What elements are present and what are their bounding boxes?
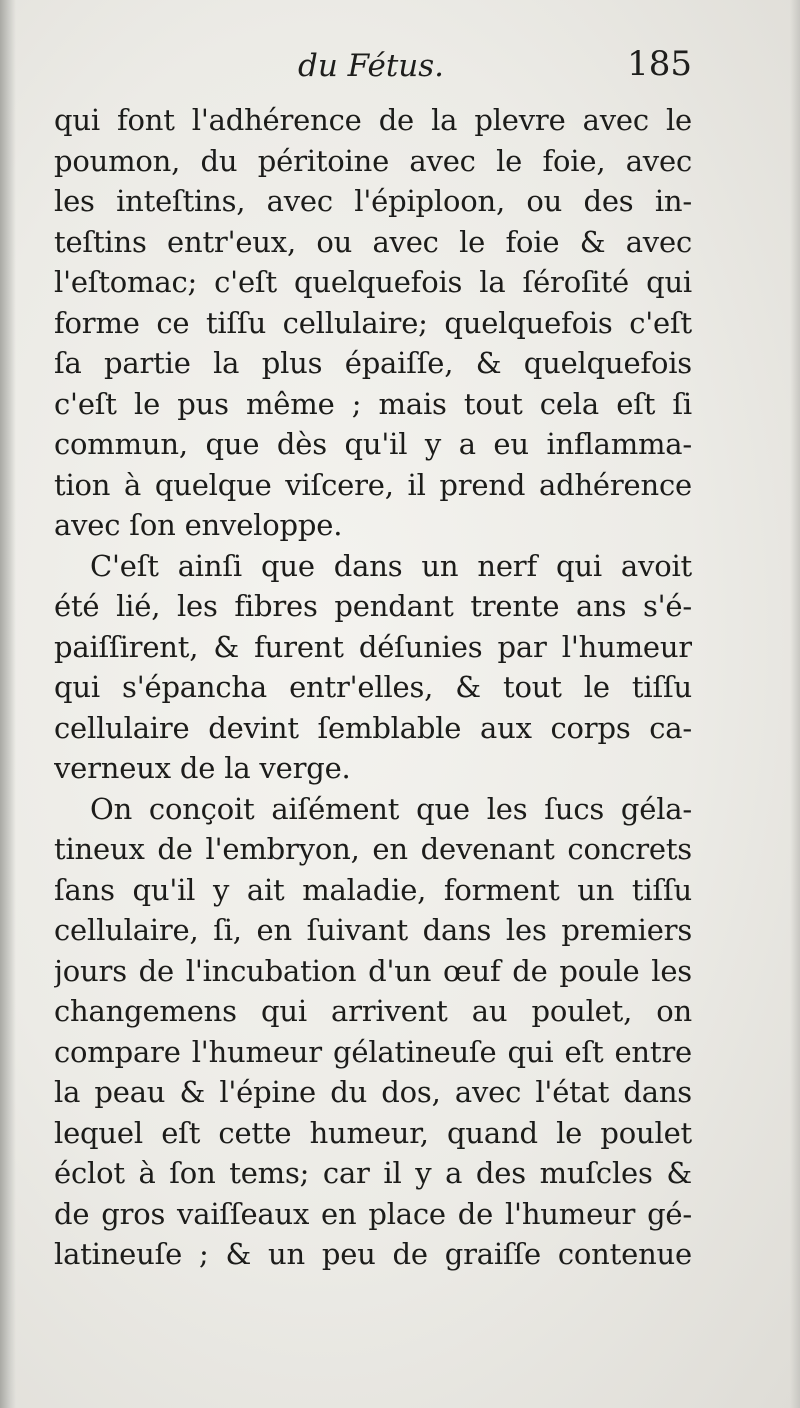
text-line: changemens qui arrivent au poulet, on <box>54 994 692 1028</box>
text-line: On conçoit aiſément que les ſucs géla- <box>90 791 692 826</box>
text-line: compare l'humeur gélatineuſe qui eſt entre <box>54 1034 692 1069</box>
body-text <box>54 100 692 1275</box>
text-line: ſans qu'il y ait maladie, forment un tiſſu <box>54 872 692 907</box>
text-line: qui s'épancha entr'elles, & tout le tiſſu <box>54 670 692 704</box>
text-line: cellulaire devint ſemblable aux corps ca- <box>54 710 692 745</box>
text-line: avec ſon enveloppe. <box>54 508 343 542</box>
text-line: c'eſt le pus même ; mais tout cela eſt ſi <box>54 386 692 421</box>
text-line: latineuſe ; & un peu de graiſſe contenue <box>54 1237 692 1271</box>
text-line: tion à quelque viſcere, il prend adhérence <box>54 467 692 502</box>
text-line: verneux de la verge. <box>54 751 351 785</box>
text-line: poumon, du péritoine avec le foie, avec <box>54 143 692 178</box>
text-line: cellulaire, ſi, en ſuivant dans les premiers <box>54 913 692 947</box>
page-header <box>54 40 692 100</box>
text-line: éclot à ſon tems; car il y a des muſcles & <box>54 1156 692 1190</box>
page-edge-shadow <box>790 0 800 1408</box>
running-title: du Fétus. <box>298 48 445 84</box>
text-line: qui font l'adhérence de la plevre avec le <box>54 103 692 137</box>
paragraph <box>54 789 692 1275</box>
text-line: la peau & l'épine du dos, avec l'état dans <box>54 1075 692 1109</box>
text-line: commun, que dès qu'il y a eu inflamma- <box>54 427 692 461</box>
paragraph <box>54 546 692 789</box>
text-line: C'eſt ainſi que dans un nerf qui avoit <box>90 548 692 583</box>
paragraph <box>54 100 692 546</box>
text-line: l'eſtomac; c'eſt quelquefois la ſéroſité qui <box>54 265 692 299</box>
text-line: paiſſirent, & furent déſunies par l'humeur <box>54 629 692 664</box>
text-line: lequel eſt cette humeur, quand le poulet <box>54 1115 692 1150</box>
text-line: ſa partie la plus épaiſſe, & quelquefois <box>54 346 692 380</box>
page-number: 185 <box>627 44 692 84</box>
text-line: les inteſtins, avec l'épiploon, ou des in- <box>54 184 692 218</box>
text-line: teſtins entr'eux, ou avec le foie & avec <box>54 224 692 259</box>
text-line: jours de l'incubation d'un œuf de poule les <box>54 953 692 988</box>
text-line: de gros vaiſſeaux en place de l'humeur gé- <box>54 1196 692 1231</box>
text-line: forme ce tiſſu cellulaire; quelquefois c'eſt <box>54 305 692 340</box>
text-line: tineux de l'embryon, en devenant concrets <box>54 832 692 866</box>
text-line: été lié, les fibres pendant trente ans s'é- <box>54 589 692 623</box>
binding-shadow <box>0 0 16 1408</box>
